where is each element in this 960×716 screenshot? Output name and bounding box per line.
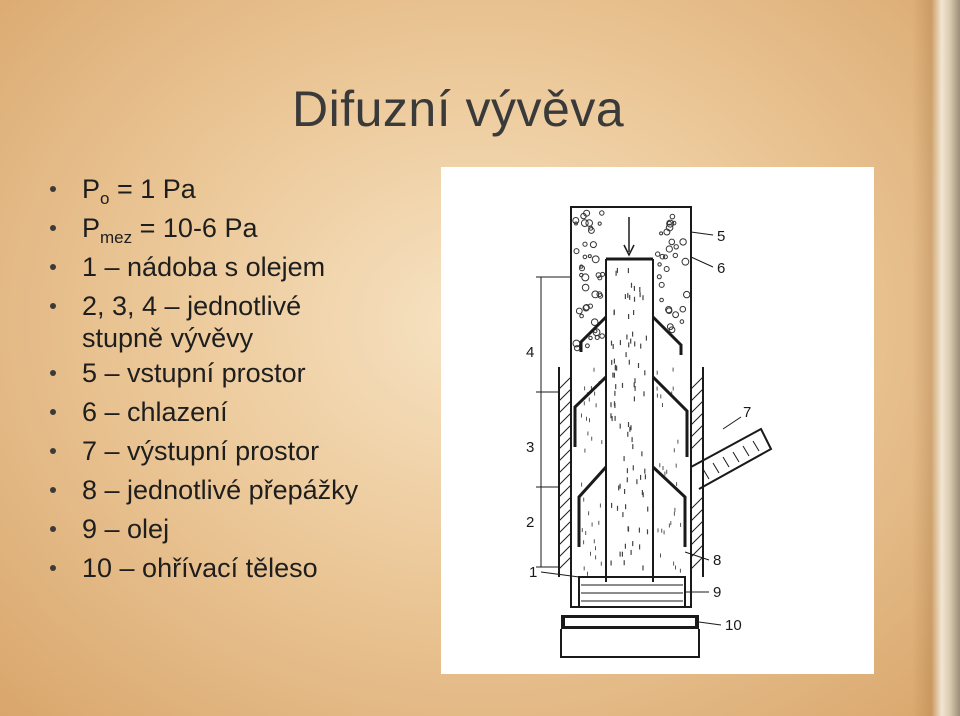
- slide-title: Difuzní vývěva: [292, 81, 625, 137]
- vapor-particle: [674, 245, 678, 249]
- bullet-text: P: [82, 213, 101, 243]
- diagram-canvas: [441, 167, 874, 674]
- bullet-subscript: mez: [100, 228, 133, 247]
- vapor-particle: [600, 211, 604, 215]
- vapor-particle: [582, 284, 589, 291]
- bullet-text: 1 – nádoba s olejem: [82, 252, 326, 282]
- vapor-particle: [660, 298, 664, 302]
- vapor-particle: [660, 232, 663, 235]
- label-7: 7: [743, 404, 752, 421]
- vapor-particle: [580, 265, 583, 268]
- bullet-item: [48, 471, 358, 510]
- bullet-item: [48, 549, 358, 588]
- bullet-continuation: stupně vývěvy: [82, 323, 254, 353]
- bullet-item: [48, 354, 358, 393]
- bullet-item: [48, 393, 358, 432]
- label-10: 10: [725, 617, 742, 634]
- bullet-text: 5 – vstupní prostor: [82, 358, 306, 388]
- vapor-particle: [669, 239, 675, 245]
- vapor-particle: [590, 242, 596, 248]
- vapor-particle: [682, 258, 689, 265]
- bullet-item: [48, 432, 358, 471]
- label-8: 8: [713, 552, 722, 569]
- vapor-particle: [588, 255, 591, 258]
- stage-2-nozzle: [579, 467, 606, 547]
- vapor-particle: [589, 336, 592, 339]
- vapor-particle: [583, 242, 587, 246]
- vapor-particle: [595, 336, 599, 340]
- label-5: 5: [717, 228, 726, 245]
- stage-3-nozzle: [575, 377, 606, 447]
- heater-element-core: [565, 618, 695, 626]
- vapor-particle: [581, 220, 588, 227]
- vapor-particle: [573, 218, 579, 224]
- vapor-particle: [598, 222, 601, 225]
- vapor-particle: [582, 274, 589, 281]
- label-9: 9: [713, 584, 722, 601]
- stage-2-nozzle: [653, 467, 685, 547]
- bullet-text: 10 – ohřívací těleso: [82, 553, 318, 583]
- vapor-particle: [670, 214, 675, 219]
- vapor-particle: [576, 308, 582, 314]
- bullet-text: 6 – chlazení: [82, 397, 228, 427]
- vapor-particle: [664, 267, 669, 272]
- vapor-particle: [680, 306, 686, 312]
- vapor-particle: [659, 282, 664, 287]
- vapor-particle: [583, 255, 587, 259]
- bullet-text: = 10-6 Pa: [132, 213, 258, 243]
- bullet-list: [48, 170, 358, 588]
- vapor-particle: [663, 255, 667, 259]
- vapor-particle: [592, 256, 599, 263]
- vapor-particle: [586, 344, 590, 348]
- slide-edge-decoration: [912, 0, 960, 716]
- bullet-text: 2, 3, 4 – jednotlivé: [82, 291, 302, 321]
- bullet-text: 7 – výstupní prostor: [82, 436, 320, 466]
- label-6: 6: [717, 260, 726, 277]
- bullet-item: [48, 510, 358, 549]
- vapor-particle: [580, 314, 584, 318]
- heater-base: [561, 629, 699, 657]
- label-1: 1: [529, 564, 538, 581]
- vapor-particle: [684, 291, 690, 297]
- bullet-text: = 1 Pa: [109, 174, 196, 204]
- bullet-text: P: [82, 174, 101, 204]
- label-4: 4: [526, 344, 535, 361]
- stage-3-nozzle: [653, 377, 687, 457]
- bullet-item: [48, 170, 358, 209]
- pump-housing: [571, 207, 691, 607]
- vapor-particle: [666, 246, 672, 252]
- stage-4-nozzle: [653, 317, 681, 355]
- vapor-particle: [600, 334, 605, 339]
- bullet-item: [48, 209, 358, 248]
- bullet-text: 9 – olej: [82, 514, 170, 544]
- oil-fill: [581, 585, 683, 601]
- vapor-particle: [592, 291, 599, 298]
- label-3: 3: [526, 439, 535, 456]
- vapor-particle: [680, 239, 686, 245]
- oil-vessel: [579, 577, 685, 607]
- diffusion-pump-diagram: [441, 167, 874, 674]
- bullet-text: 8 – jednotlivé přepážky: [82, 475, 359, 505]
- label-2: 2: [526, 514, 535, 531]
- vapor-particle: [657, 275, 661, 279]
- vapor-particle: [658, 263, 661, 266]
- bullet-item: [48, 248, 358, 287]
- vapor-particle: [574, 249, 579, 254]
- vapor-particle: [673, 253, 677, 257]
- bullet-subscript: o: [100, 189, 110, 208]
- vapor-particle: [680, 320, 684, 324]
- vapor-particle: [673, 312, 679, 318]
- vapor-particle: [656, 252, 660, 256]
- bullet-item: [48, 287, 358, 354]
